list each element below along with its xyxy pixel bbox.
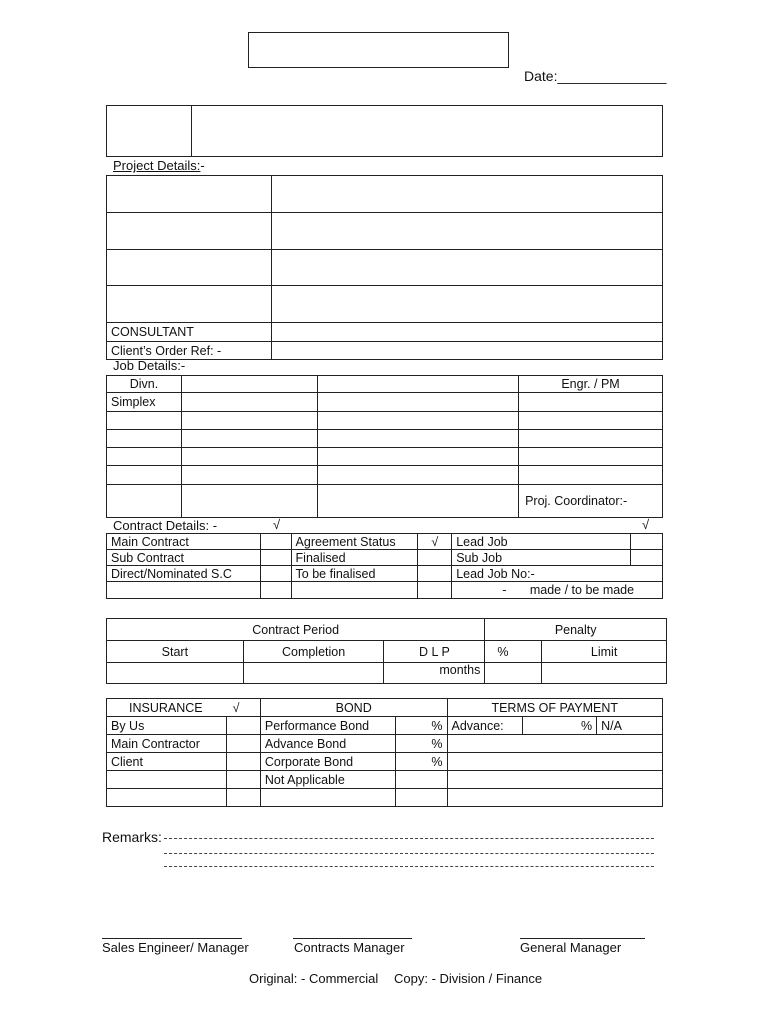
dlp-months: months — [384, 663, 485, 684]
project-heading-text: Project Details: — [113, 158, 201, 173]
na: N/A — [597, 717, 663, 735]
contract-cell[interactable] — [291, 582, 418, 599]
advance-bond-percent: % — [395, 735, 447, 753]
completion: Completion — [243, 641, 384, 663]
proj-coordinator: Proj. Coordinator:- — [519, 485, 663, 518]
job-table — [106, 375, 663, 518]
project-label — [107, 176, 272, 213]
terms-cell[interactable] — [447, 789, 663, 807]
project-label — [107, 286, 272, 323]
job-cell[interactable] — [181, 376, 317, 393]
contract-cell[interactable] — [107, 582, 261, 599]
bond-cell[interactable] — [395, 789, 447, 807]
job-cell[interactable] — [181, 448, 317, 466]
date-label: Date:______________ — [524, 68, 667, 84]
client-order-ref-label: Client’s Order Ref: - — [107, 342, 272, 360]
insurance-cell[interactable] — [226, 771, 260, 789]
penalty-value[interactable] — [485, 663, 542, 684]
to-be-finalised: To be finalised — [291, 566, 418, 582]
completion-value[interactable] — [243, 663, 384, 684]
dlp: D L P — [384, 641, 485, 663]
job-cell[interactable] — [317, 430, 518, 448]
limit: Limit — [542, 641, 667, 663]
project-label — [107, 213, 272, 250]
to-be-finalised-check[interactable] — [418, 566, 452, 582]
terms-cell[interactable] — [447, 771, 663, 789]
advance: Advance: — [447, 717, 523, 735]
job-cell[interactable] — [107, 412, 182, 430]
sub-job: Sub Job — [452, 550, 631, 566]
remarks-line-2[interactable] — [164, 853, 654, 854]
agreement-check[interactable]: √ — [418, 534, 452, 550]
project-table — [106, 175, 663, 360]
job-cell[interactable] — [107, 448, 182, 466]
main-contractor: Main Contractor — [107, 735, 227, 753]
job-cell[interactable] — [519, 430, 663, 448]
contract-table — [106, 533, 663, 599]
contracts-signature-line[interactable] — [293, 938, 412, 939]
insurance-cell[interactable] — [226, 789, 260, 807]
job-cell[interactable] — [317, 393, 518, 412]
project-label — [107, 250, 272, 286]
job-cell[interactable] — [317, 448, 518, 466]
project-heading — [113, 158, 205, 174]
start-value[interactable] — [107, 663, 244, 684]
contract-period: Contract Period — [107, 619, 485, 641]
main-contractor-check[interactable] — [226, 735, 260, 753]
bond-cell[interactable] — [395, 771, 447, 789]
bond-head: BOND — [260, 699, 447, 717]
terms-cell[interactable] — [447, 735, 663, 753]
job-cell[interactable] — [107, 485, 182, 518]
job-cell[interactable] — [181, 430, 317, 448]
contract-heading: Contract Details: - — [113, 518, 218, 533]
by-us-check[interactable] — [226, 717, 260, 735]
made-dash: - — [502, 583, 507, 597]
general-signature-line[interactable] — [520, 938, 645, 939]
project-value[interactable] — [271, 213, 662, 250]
insurance-check: √ — [232, 700, 240, 715]
job-cell[interactable] — [317, 466, 518, 485]
job-heading: Job Details:- — [113, 358, 186, 373]
insurance-table — [106, 698, 663, 807]
finalised: Finalised — [291, 550, 418, 566]
consultant-value[interactable] — [271, 323, 662, 342]
sub-contract: Sub Contract — [107, 550, 261, 566]
footer-copy: Copy: - Division / Finance — [394, 971, 543, 986]
corporate-bond-percent: % — [395, 753, 447, 771]
contract-check-2: √ — [642, 517, 650, 532]
bond-cell[interactable] — [260, 789, 395, 807]
lead-job-no: Lead Job No:- — [452, 566, 663, 582]
contracts-manager-label: Contracts Manager — [294, 940, 405, 955]
divn-simplex: Simplex — [107, 393, 182, 412]
job-cell[interactable] — [519, 412, 663, 430]
sub-contract-check[interactable] — [260, 550, 291, 566]
job-cell[interactable] — [107, 466, 182, 485]
client-order-ref-value[interactable] — [271, 342, 662, 360]
client-check[interactable] — [226, 753, 260, 771]
insurance-label: INSURANCE — [129, 700, 203, 715]
advance-bond: Advance Bond — [260, 735, 395, 753]
remarks-line-3[interactable] — [164, 866, 654, 867]
agreement-status: Agreement Status — [291, 534, 418, 550]
job-cell[interactable] — [181, 485, 317, 518]
job-cell[interactable] — [107, 430, 182, 448]
start: Start — [107, 641, 244, 663]
project-value[interactable] — [271, 176, 662, 213]
made-to-be-made — [452, 582, 663, 599]
title-box[interactable] — [248, 32, 509, 68]
job-cell[interactable] — [181, 466, 317, 485]
col-engr: Engr. / PM — [519, 376, 663, 393]
lead-job-check[interactable] — [631, 534, 663, 550]
job-cell[interactable] — [181, 393, 317, 412]
insurance-cell[interactable] — [107, 771, 227, 789]
not-applicable: Not Applicable — [260, 771, 395, 789]
terms-cell[interactable] — [447, 753, 663, 771]
penalty: Penalty — [485, 619, 667, 641]
performance-bond: Performance Bond — [260, 717, 395, 735]
col-divn: Divn. — [107, 376, 182, 393]
header-box-divider — [191, 105, 192, 157]
job-cell[interactable] — [317, 412, 518, 430]
lead-job: Lead Job — [452, 534, 631, 550]
project-value[interactable] — [271, 286, 662, 323]
direct-nominated: Direct/Nominated S.C — [107, 566, 261, 582]
job-cell[interactable] — [317, 376, 518, 393]
job-cell[interactable] — [181, 412, 317, 430]
direct-nominated-check[interactable] — [260, 566, 291, 582]
penalty-percent: % — [485, 641, 542, 663]
performance-percent: % — [395, 717, 447, 735]
header-box — [106, 105, 663, 157]
insurance-cell[interactable] — [107, 789, 227, 807]
limit-value[interactable] — [542, 663, 667, 684]
corporate-bond: Corporate Bond — [260, 753, 395, 771]
contract-cell[interactable] — [260, 582, 291, 599]
terms-head: TERMS OF PAYMENT — [447, 699, 663, 717]
advance-percent: % — [523, 717, 597, 735]
sub-job-check[interactable] — [631, 550, 663, 566]
remarks-label: Remarks: — [102, 829, 162, 845]
finalised-check[interactable] — [418, 550, 452, 566]
job-cell[interactable] — [317, 485, 518, 518]
sales-engineer-label: Sales Engineer/ Manager — [102, 940, 249, 955]
client: Client — [107, 753, 227, 771]
sales-signature-line[interactable] — [102, 938, 242, 939]
by-us: By Us — [107, 717, 227, 735]
remarks-line-1[interactable] — [164, 838, 654, 839]
project-value[interactable] — [271, 250, 662, 286]
job-cell[interactable] — [519, 448, 663, 466]
period-table — [106, 618, 667, 684]
main-contract-check[interactable] — [260, 534, 291, 550]
made-text: made / to be made — [529, 583, 635, 597]
job-cell[interactable] — [519, 466, 663, 485]
general-manager-label: General Manager — [520, 940, 622, 955]
main-contract: Main Contract — [107, 534, 261, 550]
insurance-head — [107, 699, 261, 717]
contract-check-1: √ — [273, 517, 281, 532]
job-cell[interactable] — [519, 393, 663, 412]
footer-original: Original: - Commercial — [249, 971, 379, 986]
project-heading-suffix: - — [200, 158, 205, 173]
contract-cell[interactable] — [418, 582, 452, 599]
consultant-label: CONSULTANT — [107, 323, 272, 342]
